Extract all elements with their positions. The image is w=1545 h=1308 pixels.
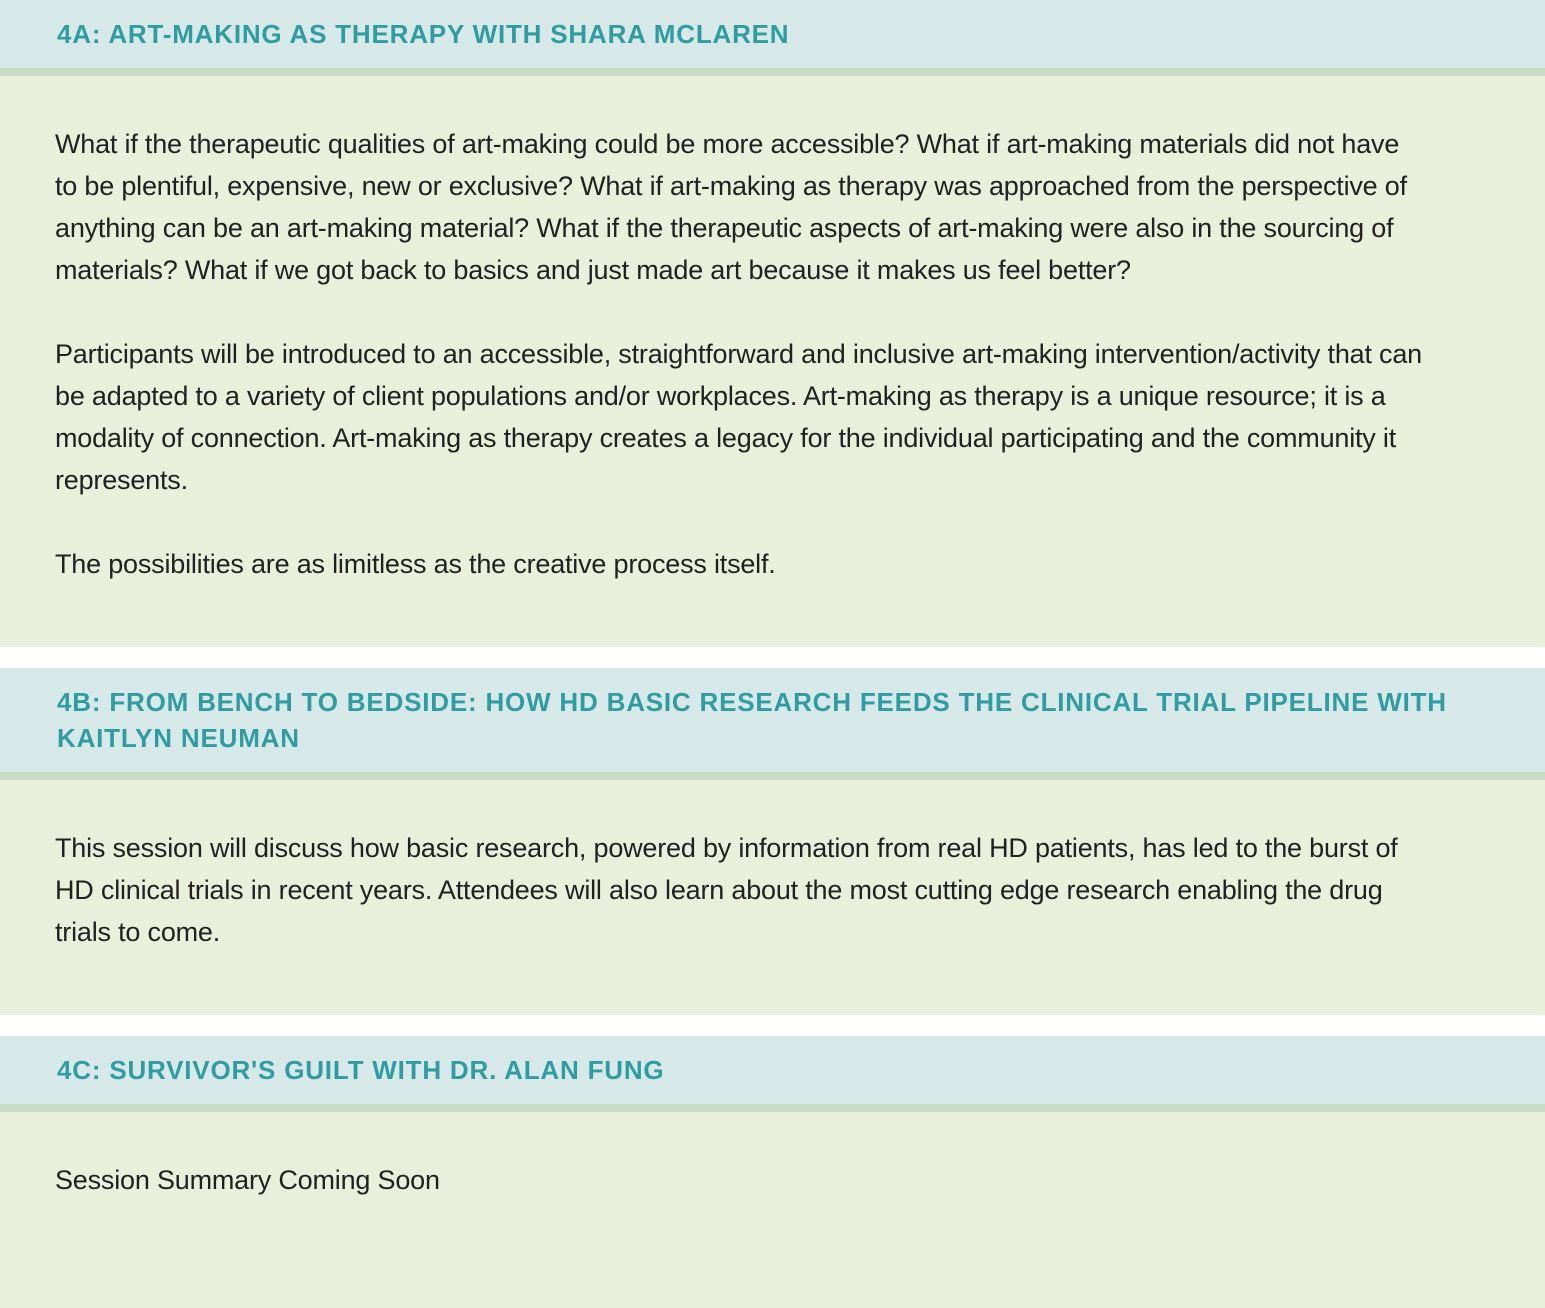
session-paragraph: This session will discuss how basic research, powered by information from real HD patients, has led to the burst of HD clinical trials in recent years. Attendees will also learn about the most cutting edge research enabling the drug trials to come. <box>55 833 1398 947</box>
session-4b-header-band <box>0 668 1545 772</box>
section-divider <box>0 1104 1545 1112</box>
session-paragraph: Session Summary Coming Soon <box>55 1165 440 1195</box>
session-section-4b <box>0 668 1545 1015</box>
session-4b-description-panel <box>0 780 1545 1015</box>
session-paragraph: The possibilities are as limitless as the creative process itself. <box>55 549 776 579</box>
section-divider <box>0 68 1545 76</box>
section-gap <box>0 647 1545 668</box>
session-4a-title: 4A: ART-MAKING AS THERAPY WITH SHARA MCLAREN <box>57 19 790 49</box>
session-4a-description-panel <box>0 76 1545 647</box>
session-paragraph: What if the therapeutic qualities of art-making could be more accessible? What if art-making materials did not have to be plentiful, expensive, new or exclusive? What if art-making as therapy was approached from the perspective of anything can be an art-making material? What if the therapeutic aspects of art-making were also in the sourcing of materials? What if we got back to basics and just made art because it makes us feel better? <box>55 129 1407 285</box>
section-gap <box>0 1015 1545 1036</box>
session-4a-header-band <box>0 0 1545 68</box>
session-section-4a <box>0 0 1545 647</box>
session-4b-title: 4B: FROM BENCH TO BEDSIDE: HOW HD BASIC RESEARCH FEEDS THE CLINICAL TRIAL PIPELINE WITH KAITLYN NEUMAN <box>57 687 1447 753</box>
session-section-4c <box>0 1036 1545 1308</box>
session-4c-description-panel <box>0 1112 1545 1308</box>
session-4c-title: 4C: SURVIVOR'S GUILT WITH DR. ALAN FUNG <box>57 1055 665 1085</box>
session-paragraph: Participants will be introduced to an accessible, straightforward and inclusive art-making intervention/activity that can be adapted to a variety of client populations and/or workplaces. Art-making as therapy is a unique resource; it is a modality of connection. Art-making as therapy creates a legacy for the individual participating and the community it represents. <box>55 339 1422 495</box>
session-4c-header-band <box>0 1036 1545 1104</box>
section-divider <box>0 772 1545 780</box>
